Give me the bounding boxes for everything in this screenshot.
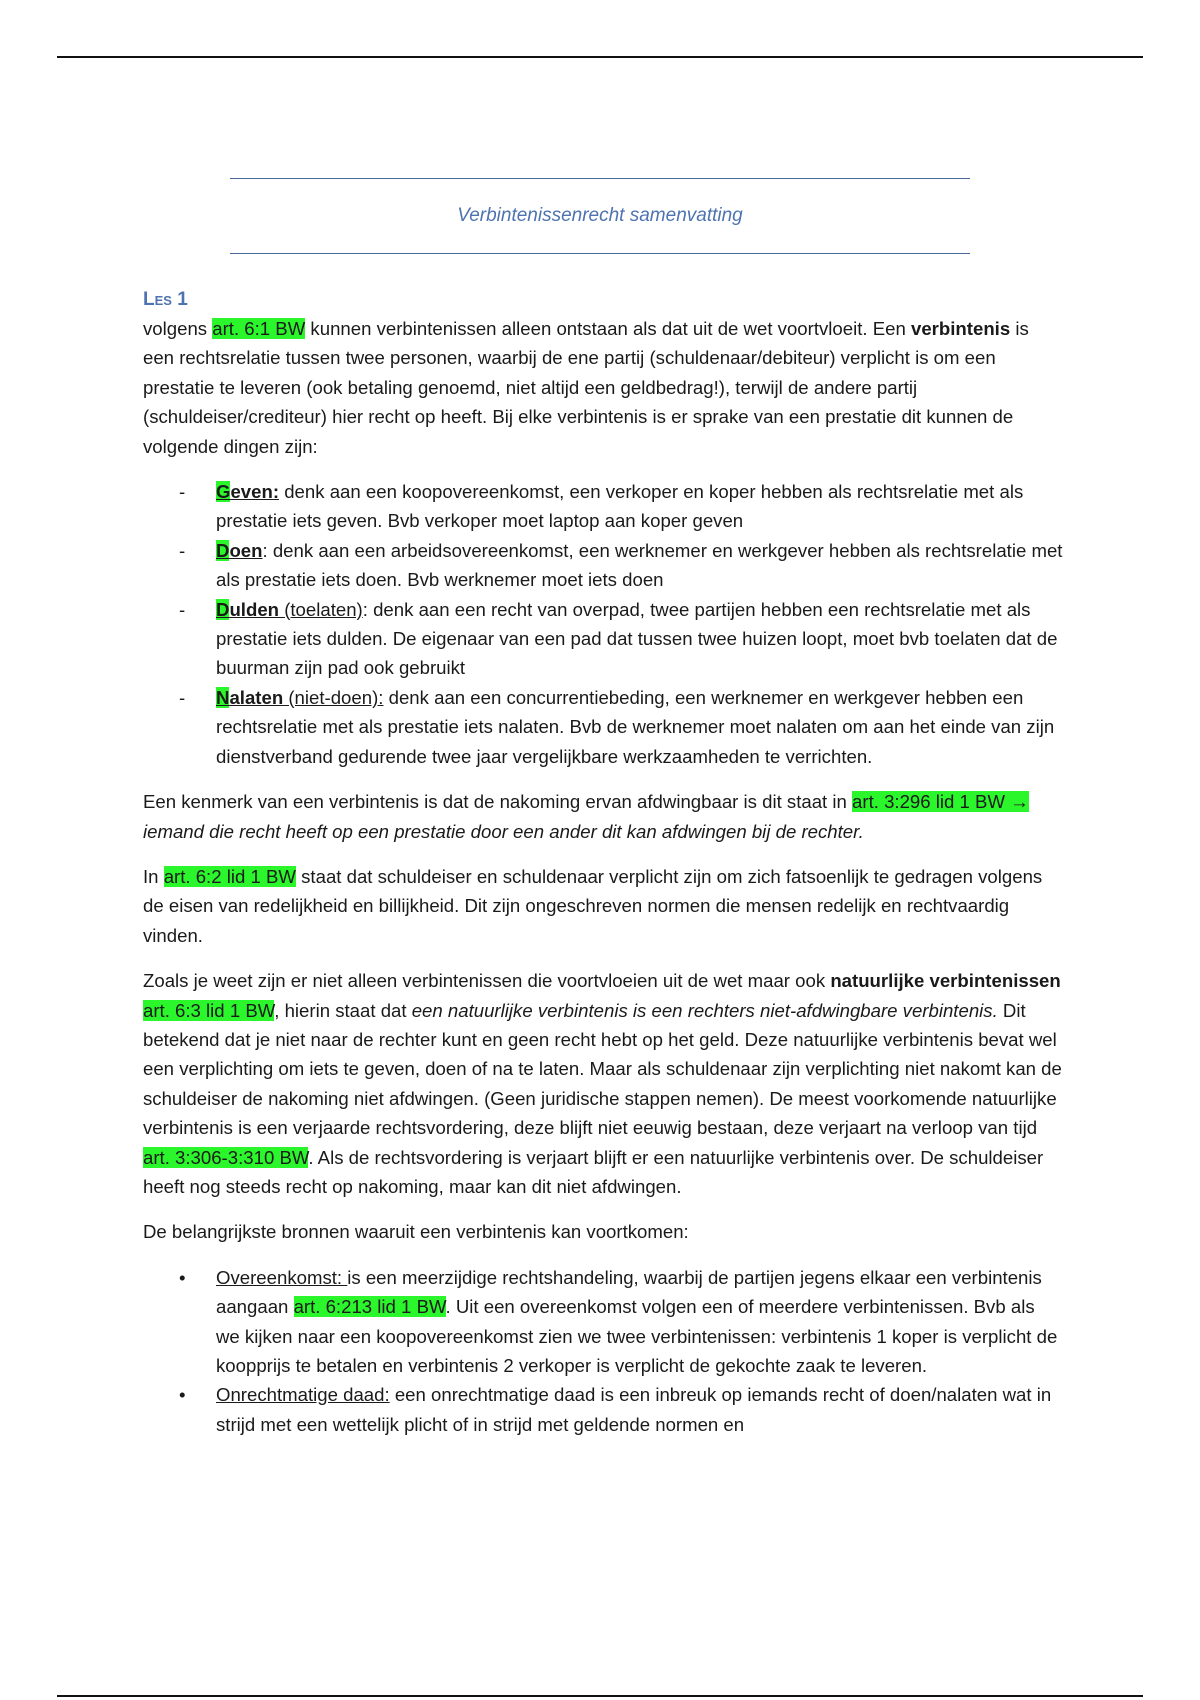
text: staat dat schuldeiser en schuldenaar verplicht zijn om zich fatsoenlijk te gedragen volgens de eisen van redelijkheid en billijkheid. Dit zijn ongeschreven normen die mensen redelijk en rechtvaardig vinden. [143, 865, 1043, 946]
term-label: Overeenkomst: [216, 1266, 348, 1288]
bold-term: natuurlijke verbintenissen [830, 970, 1061, 992]
text: In [143, 865, 164, 887]
list-marker: - [179, 598, 186, 620]
item-text: . Uit een overeenkomst volgen een of meerdere verbintenissen. Bvb als we kijken naar een koopovereenkomst zien we twee verbintenissen: verbintenis 1 koper is verplicht de koopprijs te betalen en verbintenis 2 verkoper is verplicht de gekochte zaak te leveren. [216, 1296, 1058, 1376]
highlight-letter: N [216, 686, 230, 708]
text: is een rechtsrelatie tussen twee personen, waarbij de ene partij (schuldenaar/debiteur) verplicht is om een prestatie te leveren (ook betaling genoemd, niet altijd een geldbedrag!), terwijl de andere partij (schuldeiser/crediteur) hier recht op heeft. Bij elke verbintenis is er sprake van een prestatie dit kunnen de volgende dingen zijn: [143, 318, 1029, 457]
title-block [230, 178, 970, 254]
item-text: is een meerzijdige rechtshandeling, waarbij de partijen jegens elkaar een verbintenis aangaan [216, 1266, 1042, 1318]
text: volgens [143, 318, 213, 339]
list-item [143, 595, 1063, 683]
page-top-rule [57, 56, 1143, 58]
term-label [216, 481, 279, 502]
article-reference: art. 3:296 lid 1 BW → [852, 791, 1029, 813]
list-marker: - [179, 539, 186, 561]
paragraph-natuurlijke-verbintenis [143, 966, 1063, 1201]
section-heading: Les 1 [143, 289, 188, 310]
item-text: : denk aan een arbeidsovereenkomst, een werknemer en werkgever hebben als rechtsrelatie met als prestatie iets doen. Bvb werknemer moet iets doen [216, 539, 1063, 591]
term-rest: alaten [229, 686, 284, 708]
highlight-letter: D [216, 598, 230, 620]
item-text: denk aan een koopovereenkomst, een verkoper en koper hebben als rechtsrelatie met als prestatie iets geven. Bvb verkoper moet laptop aan koper geven [216, 481, 1024, 532]
item-text: denk aan een concurrentiebeding, een werknemer en werkgever hebben een rechtsrelatie met als prestatie iets nalaten. Bvb de werknemer moet nalaten om aan het einde van zijn dienstverband gedurende twee jaar vergelijkbare werkzaamheden te verrichten. [216, 686, 1055, 767]
text: . Als de rechtsvordering is verjaart blijft er een natuurlijke verbintenis over. De schuldeiser heeft nog steeds recht op nakoming, maar kan dit niet afdwingen. [143, 1146, 1044, 1197]
term-extra: (niet-doen): [283, 686, 384, 708]
list-item [143, 1380, 1063, 1439]
text: Een kenmerk van een verbintenis is dat de nakoming ervan afdwingbaar is dit staat in [143, 791, 853, 813]
term-rest: ulden [229, 598, 280, 620]
list-marker: - [179, 686, 186, 708]
list-item [143, 1263, 1063, 1381]
article-reference: art. 6:1 BW [212, 318, 306, 339]
article-reference: art. 6:3 lid 1 BW [143, 999, 275, 1021]
list-item [143, 683, 1063, 771]
list-item [143, 536, 1063, 595]
list-marker: - [179, 481, 186, 503]
paragraph-bronnen-intro: De belangrijkste bronnen waaruit een verbintenis kan voortkomen: [143, 1221, 689, 1243]
article-reference: art. 6:213 lid 1 BW [293, 1296, 446, 1318]
text: Zoals je weet zijn er niet alleen verbintenissen die voortvloeien uit de wet maar ook [143, 970, 831, 992]
bronnen-list [143, 1263, 1063, 1439]
highlight-letter: D [216, 539, 230, 561]
list-item [143, 477, 1063, 536]
term-extra: (toelaten) [279, 598, 363, 620]
term-label: Onrechtmatige daad: [216, 1384, 390, 1406]
document-body [143, 286, 1063, 1455]
text: Dit betekend dat je niet naar de rechter kunt en geen recht hebt op het geld. Deze natuurlijke verbintenis bevat wel een verplichting om iets te geven, doen of na te laten. Maar als schuldenaar zijn verplichting niet nakomt kan de schuldeiser de nakoming niet afdwingen. (Geen juridische stappen nemen). De meest voorkomende natuurlijke verbintenis is een verjaarde rechtsvordering, deze blijft niet eeuwig bestaan, deze verjaart na verloop van tijd [143, 999, 1062, 1139]
italic-text: een natuurlijke verbintenis is een rechters niet-afdwingbare verbintenis. [411, 999, 998, 1021]
article-reference: art. 6:2 lid 1 BW [163, 865, 296, 887]
text: , hierin staat dat [274, 999, 412, 1021]
italic-text: iemand die recht heeft op een prestatie door een ander dit kan afdwingen bij de rechter. [143, 820, 864, 842]
item-text: : denk aan een recht van overpad, twee partijen hebben een rechtsrelatie met als prestatie iets dulden. De eigenaar van een pad dat tussen twee huizen loopt, moet bvb toelaten dat de buurman zijn pad ook gebruikt [216, 598, 1058, 679]
document-title: Verbintenissenrecht samenvatting [457, 205, 743, 226]
article-reference: art. 3:306-3:310 BW [143, 1146, 309, 1168]
bold-term: verbintenis [910, 318, 1011, 339]
item-text: een onrechtmatige daad is een inbreuk op iemands recht of doen/nalaten wat in strijd met een wettelijk plicht of in strijd met geldende normen en [216, 1384, 1052, 1435]
term-label [216, 687, 283, 708]
term-rest: oen [229, 539, 263, 561]
paragraph-redelijkheid [143, 862, 1063, 950]
term-rest: even: [230, 481, 280, 503]
bullet-marker: • [179, 1384, 186, 1406]
bullet-marker: • [179, 1266, 186, 1288]
text: kunnen verbintenissen alleen ontstaan als dat uit de wet voortvloeit. Een [305, 318, 911, 339]
highlight-letter: G [216, 481, 231, 503]
term-label [216, 540, 263, 561]
paragraph-verbintenis [143, 314, 1063, 461]
paragraph-afdwingbaar [143, 787, 1063, 846]
term-label [216, 599, 279, 620]
page-bottom-rule [57, 1695, 1143, 1697]
prestatie-list [143, 477, 1063, 771]
